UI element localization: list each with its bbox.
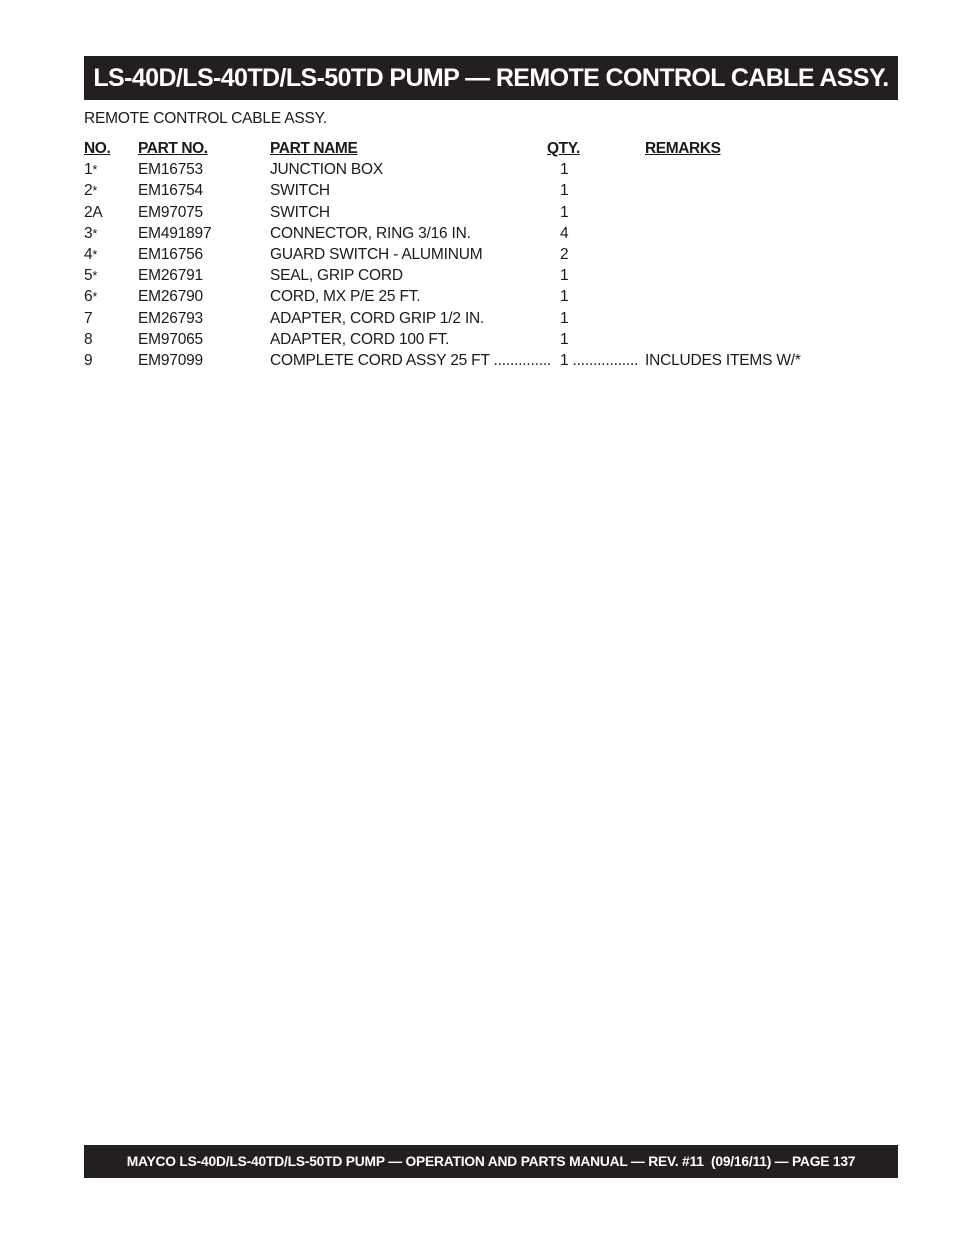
part-name: CONNECTOR, RING 3/16 IN. xyxy=(270,224,471,242)
table-row xyxy=(84,267,884,288)
part-name: CORD, MX P/E 25 FT. xyxy=(270,288,421,306)
item-number: 3* xyxy=(84,224,98,242)
quantity: 2 xyxy=(560,245,569,263)
quantity: 1 xyxy=(560,288,569,306)
page-title-bar xyxy=(84,56,898,100)
remarks: INCLUDES ITEMS W/* xyxy=(645,351,801,369)
column-header-part-no: PART NO. xyxy=(138,140,208,157)
part-name: COMPLETE CORD ASSY 25 FT .............. xyxy=(270,351,552,369)
quantity: 4 xyxy=(560,224,569,242)
item-number: 6* xyxy=(84,288,98,306)
part-number: EM97099 xyxy=(138,351,203,369)
item-number: 9 xyxy=(84,351,93,369)
quantity: 1 xyxy=(560,309,569,327)
quantity: 1 xyxy=(560,161,569,179)
item-number: 2A xyxy=(84,203,103,221)
column-header-qty: QTY. xyxy=(547,140,580,157)
item-number: 4* xyxy=(84,245,98,263)
part-number: EM491897 xyxy=(138,224,212,242)
quantity: 1 xyxy=(560,182,569,200)
quantity: 1 ................ xyxy=(560,351,639,369)
table-row xyxy=(84,331,884,352)
item-number: 5* xyxy=(84,267,98,285)
part-number: EM26793 xyxy=(138,309,203,327)
page-title: LS-40D/LS-40TD/LS-50TD PUMP — REMOTE CONTROL CABLE ASSY. xyxy=(93,63,889,92)
page-footer-bar xyxy=(84,1145,898,1178)
table-row xyxy=(84,161,884,182)
table-row xyxy=(84,288,884,309)
table-row xyxy=(84,225,884,246)
item-number: 1* xyxy=(84,161,98,179)
asterisk-marker: * xyxy=(92,225,98,241)
table-row xyxy=(84,246,884,267)
asterisk-marker: * xyxy=(92,162,98,178)
table-row xyxy=(84,310,884,331)
part-name: JUNCTION BOX xyxy=(270,161,383,179)
asterisk-marker: * xyxy=(92,268,98,284)
table-header-row xyxy=(84,140,884,161)
quantity: 1 xyxy=(560,267,569,285)
part-name: ADAPTER, CORD 100 FT. xyxy=(270,330,450,348)
item-number: 2* xyxy=(84,182,98,200)
column-header-no: NO. xyxy=(84,140,111,157)
asterisk-marker: * xyxy=(92,246,98,262)
item-number: 8 xyxy=(84,330,93,348)
part-name: SWITCH xyxy=(270,203,330,221)
table-row xyxy=(84,352,884,373)
section-heading: REMOTE CONTROL CABLE ASSY. xyxy=(84,110,327,127)
item-number: 7 xyxy=(84,309,93,327)
part-number: EM16756 xyxy=(138,245,203,263)
part-number: EM16754 xyxy=(138,182,203,200)
page-footer-text: MAYCO LS-40D/LS-40TD/LS-50TD PUMP — OPERATION AND PARTS MANUAL — REV. #11 (09/16/11) — PAGE 137 xyxy=(126,1154,856,1169)
table-row xyxy=(84,182,884,203)
asterisk-marker: * xyxy=(92,289,98,305)
parts-table xyxy=(84,140,884,373)
column-header-part-name: PART NAME xyxy=(270,140,358,157)
part-number: EM26790 xyxy=(138,288,203,306)
part-name: GUARD SWITCH - ALUMINUM xyxy=(270,245,483,263)
asterisk-marker: * xyxy=(92,183,98,199)
quantity: 1 xyxy=(560,330,569,348)
table-row xyxy=(84,204,884,225)
part-number: EM97075 xyxy=(138,203,203,221)
part-name: SEAL, GRIP CORD xyxy=(270,267,403,285)
column-header-remarks: REMARKS xyxy=(645,140,721,157)
part-number: EM26791 xyxy=(138,267,203,285)
part-name: ADAPTER, CORD GRIP 1/2 IN. xyxy=(270,309,485,327)
part-name: SWITCH xyxy=(270,182,330,200)
part-number: EM16753 xyxy=(138,161,203,179)
part-number: EM97065 xyxy=(138,330,203,348)
quantity: 1 xyxy=(560,203,569,221)
